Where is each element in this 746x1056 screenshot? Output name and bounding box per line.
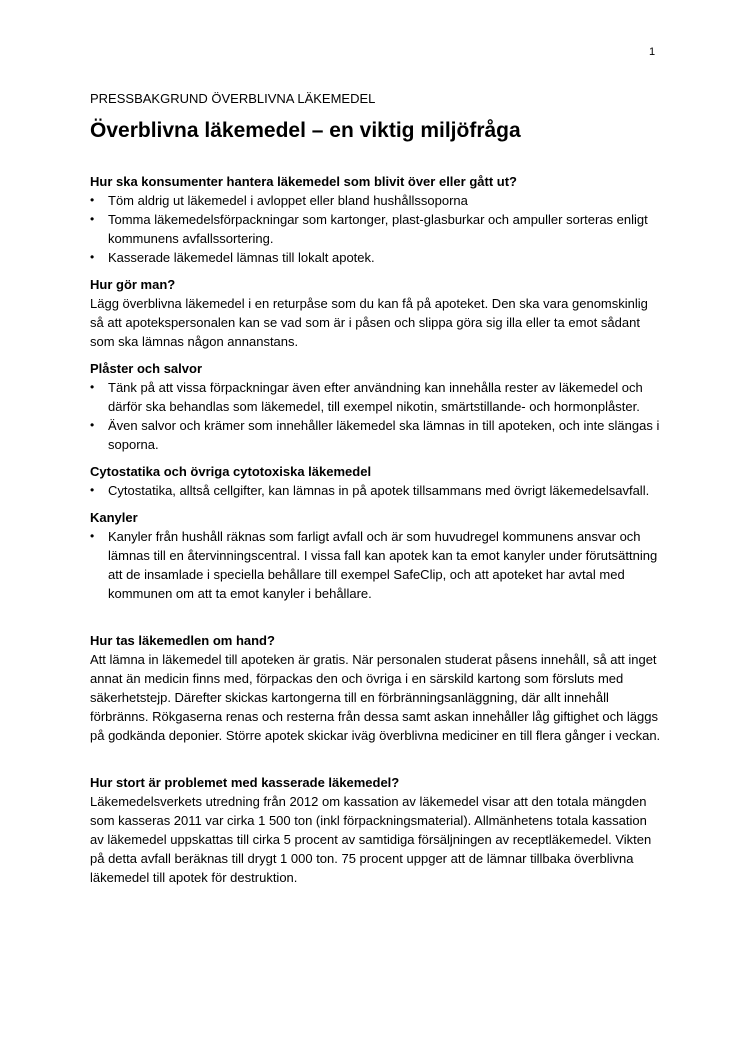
- section-how: [90, 275, 662, 351]
- document-body: [90, 89, 662, 887]
- list-item: • Cytostatika, alltså cellgifter, kan lämnas in på apotek tillsammans med övrigt läkemedelsavfall.: [90, 481, 662, 500]
- section-heading: Kanyler: [90, 510, 138, 525]
- section-consumers: [90, 172, 662, 267]
- document-title: Överblivna läkemedel – en viktig miljöfråga: [90, 119, 521, 142]
- bullet-list: [90, 481, 662, 500]
- section-handling: [90, 631, 662, 745]
- list-item: • Kanyler från hushåll räknas som farligt avfall och är som huvudregel kommunens ansvar och lämnas till en återvinningscentral. I vissa fall kan apotek kan ta emot kanyler under förutsättning att de insamlade i speciella behållare till exempel SafeClip, och att apoteket har avtal med kommunen om att ta emot kanyler i behållare.: [90, 527, 662, 603]
- list-item: • Tomma läkemedelsförpackningar som kartonger, plast-glasburkar och ampuller sorteras enligt kommunens avfallssortering.: [90, 210, 662, 248]
- bullet-list: [90, 378, 662, 454]
- section-heading: Plåster och salvor: [90, 361, 202, 376]
- section-needles: [90, 508, 662, 603]
- section-cytostatics: [90, 462, 662, 500]
- section-patches: [90, 359, 662, 454]
- section-heading: Hur ska konsumenter hantera läkemedel som blivit över eller gått ut?: [90, 174, 517, 189]
- bullet-list: [90, 527, 662, 603]
- list-item: • Töm aldrig ut läkemedel i avloppet eller bland hushållssoporna: [90, 191, 662, 210]
- list-item: • Tänk på att vissa förpackningar även efter användning kan innehålla rester av läkemedel och därför ska behandlas som läkemedel, till exempel nikotin, smärtstillande- och hormonplåster.: [90, 378, 662, 416]
- section-heading: Hur gör man?: [90, 277, 176, 292]
- bullet-list: [90, 191, 662, 267]
- section-problem: [90, 773, 662, 887]
- section-heading: Cytostatika och övriga cytotoxiska läkemedel: [90, 464, 372, 479]
- section-paragraph: Läkemedelsverkets utredning från 2012 om kassation av läkemedel visar att den totala mängden som kasseras 2011 var cirka 1 500 ton (inkl förpackningsmaterial). Allmänhetens totala kassation av läkemedel uppskattas till cirka 5 procent av samtidiga försäljningen av receptläkemedel. Vikten på detta avfall beräknas till drygt 1 000 ton. 75 procent uppger att de lämnar tillbaka överblivna läkemedel till apotek för destruktion.: [90, 794, 652, 885]
- document-kicker: PRESSBAKGRUND ÖVERBLIVNA LÄKEMEDEL: [90, 91, 376, 106]
- page-number: 1: [649, 46, 656, 58]
- section-paragraph: Lägg överblivna läkemedel i en returpåse som du kan få på apoteket. Den ska vara genomskinlig så att apotekspersonalen kan se vad som är i påsen och slippa göra sig illa eller ta emot sådant som ska lämnas någon annanstans.: [90, 296, 648, 349]
- section-heading: Hur stort är problemet med kasserade läkemedel?: [90, 775, 400, 790]
- section-heading: Hur tas läkemedlen om hand?: [90, 633, 275, 648]
- list-item: • Kasserade läkemedel lämnas till lokalt apotek.: [90, 248, 662, 267]
- section-paragraph: Att lämna in läkemedel till apoteken är gratis. När personalen studerat påsens innehåll, så att inget annat än medicin finns med, förpackas den och övriga i en särskild kartong som försluts med säkerhetstejp. Därefter skickas kartongerna till en förbränningsanläggning, där allt innehåll förbränns. Rökgaserna renas och resterna från dessa samt askan innehåller låg giftighet och läggs på godkända deponier. Större apotek skickar iväg överblivna mediciner en till flera gånger i veckan.: [90, 652, 661, 743]
- list-item: • Även salvor och krämer som innehåller läkemedel ska lämnas in till apoteken, och inte slängas i soporna.: [90, 416, 662, 454]
